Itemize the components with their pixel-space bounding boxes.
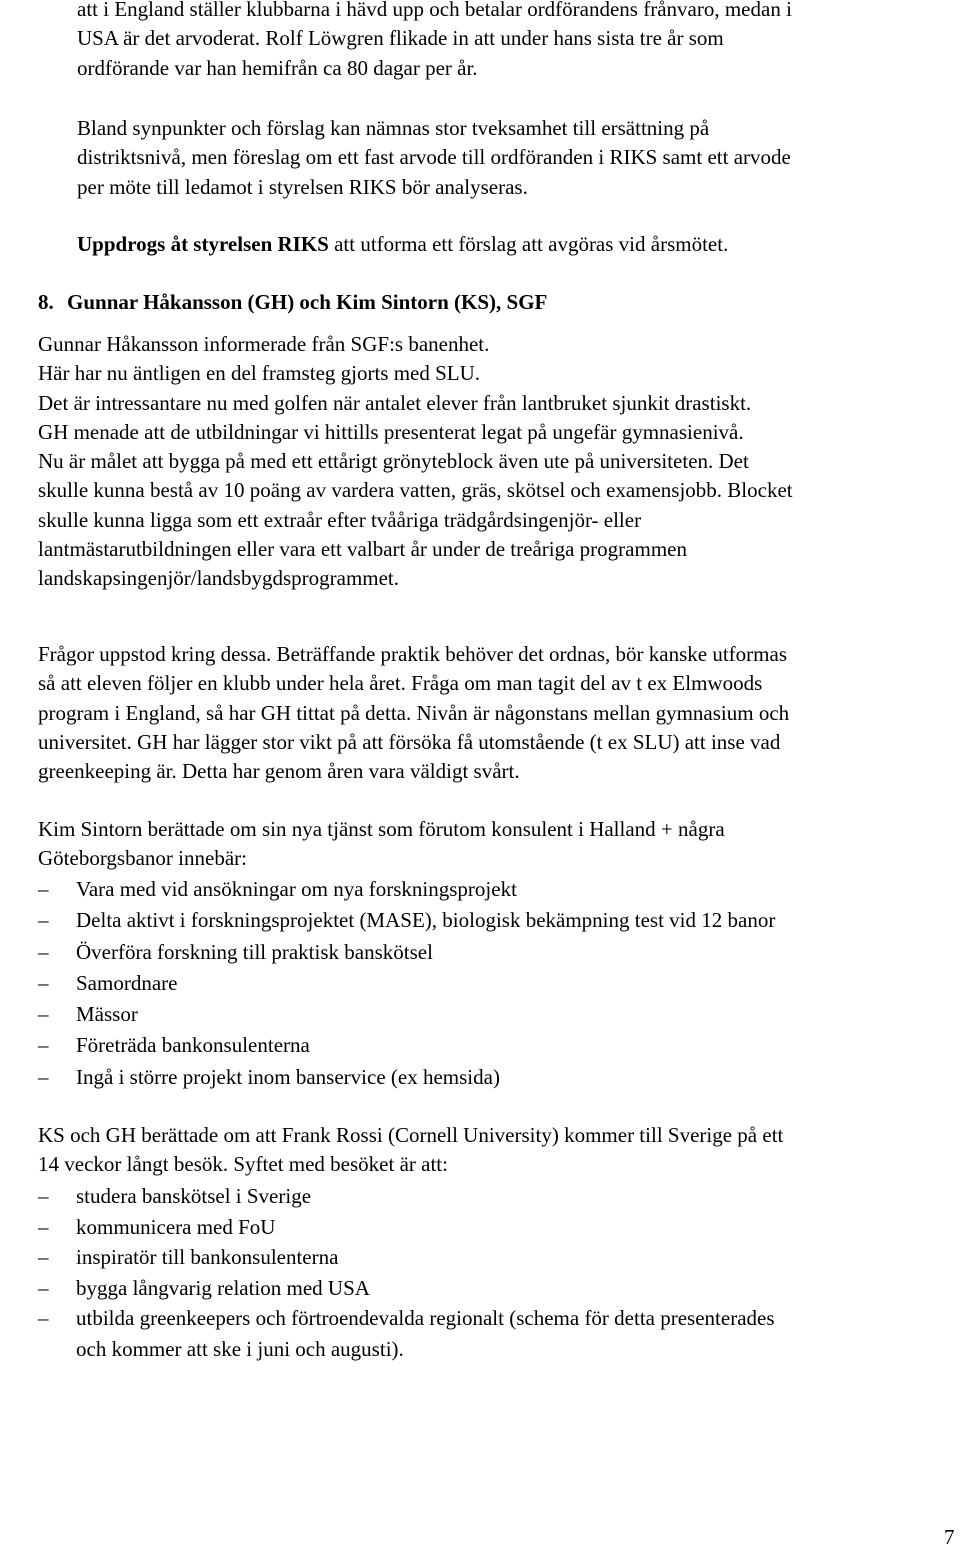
list-item	[38, 874, 775, 905]
list-item	[38, 1030, 775, 1061]
dash-bullet: –	[38, 1002, 49, 1027]
list-item-text: Vara med vid ansökningar om nya forskningsprojekt	[76, 877, 517, 901]
list-item	[38, 937, 775, 968]
gh-report-line: Nu är målet att bygga på med ett ettårigt grönyteblock även ute på universiteten. Det	[38, 449, 749, 474]
list-item-text: studera banskötsel i Sverige	[76, 1184, 312, 1208]
gh-report-line: landskapsingenjör/landsbygdsprogrammet.	[38, 566, 400, 591]
fragor-line: program i England, så har GH tittat på detta. Nivån är någonstans mellan gymnasium och	[38, 700, 790, 725]
list-item	[38, 1303, 775, 1334]
dash-bullet: –	[38, 1214, 49, 1239]
fragor-paragraph	[38, 640, 789, 786]
list-item-text: Överföra forskning till praktisk banskötsel	[76, 939, 433, 964]
page-number: 7	[944, 1525, 955, 1549]
section-heading	[38, 288, 547, 317]
uppdrag-rest: att utforma ett förslag att avgöras vid årsmötet.	[328, 232, 729, 256]
gh-report-line: skulle kunna bestå av 10 poäng av vardera vatten, gräs, skötsel och examensjobb. Blocket	[38, 478, 793, 503]
dash-bullet: –	[38, 1184, 49, 1208]
list-item	[38, 1242, 775, 1273]
list-item-text: kommunicera med FoU	[76, 1214, 276, 1239]
dash-bullet: –	[38, 877, 49, 901]
list-item	[38, 968, 775, 999]
list-item-text: Ingå i större projekt inom banservice (ex hemsida)	[76, 1064, 500, 1089]
gh-report-line: Gunnar Håkansson informerade från SGF:s banenhet.	[38, 332, 490, 356]
ks-intro-line: Kim Sintorn berättade om sin nya tjänst som förutom konsulent i Halland + några	[38, 817, 725, 841]
list-item-continuation	[38, 1334, 775, 1365]
rossi-purpose-list	[38, 1181, 775, 1365]
rossi-intro-line: 14 veckor långt besök. Syftet med besöket är att:	[38, 1152, 448, 1177]
list-item-text: Delta aktivt i forskningsprojektet (MASE), biologisk bekämpning test vid 12 banor	[76, 908, 776, 933]
dash-bullet: –	[38, 1245, 49, 1270]
gh-report-line: skulle kunna ligga som ett extraår efter tvååriga trädgårdsingenjör- eller	[38, 507, 642, 532]
fragor-line: greenkeeping är. Detta har genom åren vara väldigt svårt.	[38, 759, 520, 784]
list-item-text: bygga långvarig relation med USA	[76, 1275, 370, 1300]
dash-bullet: –	[38, 1306, 49, 1331]
dash-bullet: –	[38, 1033, 49, 1058]
fragor-line: Frågor uppstod kring dessa. Beträffande praktik behöver det ordnas, bör kanske utformas	[38, 642, 787, 666]
list-item-text: Mässor	[76, 1002, 138, 1027]
synpunkter-line: Bland synpunkter och förslag kan nämnas stor tveksamhet till ersättning på	[77, 116, 710, 140]
uppdrag-sentence	[77, 230, 728, 259]
dash-bullet: –	[38, 939, 49, 964]
dash-bullet: –	[38, 908, 49, 933]
gh-report-line: GH menade att de utbildningar vi hittills presenterat legat på ungefär gymnasienivå.	[38, 419, 744, 444]
section-number: 8.	[38, 290, 54, 314]
ks-intro-paragraph	[38, 815, 725, 874]
ks-intro-line: Göteborgsbanor innebär:	[38, 846, 247, 871]
list-item	[38, 1273, 775, 1304]
dash-bullet: –	[38, 970, 49, 995]
dash-bullet: –	[38, 1064, 49, 1089]
gh-report-line: Det är intressantare nu med golfen när antalet elever från lantbruket sjunkit drastiskt.	[38, 390, 752, 415]
section-title: Gunnar Håkansson (GH) och Kim Sintorn (KS), SGF	[67, 290, 548, 314]
list-item	[38, 1062, 775, 1093]
gh-report-line: lantmästarutbildningen eller vara ett valbart år under de treåriga programmen	[38, 537, 687, 562]
fragor-line: universitet. GH har lägger stor vikt på att försöka få utomstående (t ex SLU) att inse vad	[38, 729, 781, 754]
list-item	[38, 1212, 775, 1243]
ks-duties-list	[38, 874, 775, 1093]
list-item	[38, 1181, 775, 1212]
synpunkter-line: per möte till ledamot i styrelsen RIKS bör analyseras.	[77, 174, 528, 199]
fragor-line: så att eleven följer en klubb under hela året. Fråga om man tagit del av t ex Elmwoods	[38, 671, 763, 696]
list-item-text: inspiratör till bankonsulenterna	[76, 1245, 339, 1270]
list-item-text: och kommer att ske i juni och augusti).	[76, 1336, 404, 1361]
rossi-intro-line: KS och GH berättade om att Frank Rossi (Cornell University) kommer till Sverige på ett	[38, 1123, 784, 1147]
list-item	[38, 999, 775, 1030]
uppdrag-bold-phrase: Uppdrogs åt styrelsen RIKS	[77, 232, 329, 256]
intro-line: USA är det arvoderat. Rolf Löwgren flikade in att under hans sista tre år som	[77, 26, 724, 51]
list-item-text: Företräda bankonsulenterna	[76, 1033, 310, 1058]
synpunkter-line: distriktsnivå, men föreslag om ett fast arvode till ordföranden i RIKS samt ett arvode	[77, 145, 791, 170]
intro-line: att i England ställer klubbarna i hävd upp och betalar ordförandens frånvaro, medan i	[77, 0, 792, 21]
list-item-text: Samordnare	[76, 970, 178, 995]
gh-report-paragraph	[38, 330, 793, 594]
rossi-intro-paragraph	[38, 1121, 783, 1180]
list-item-text: utbilda greenkeepers och förtroendevalda regionalt (schema för detta presenterades	[76, 1306, 775, 1331]
list-item	[38, 905, 775, 936]
intro-paragraph	[77, 0, 792, 83]
gh-report-line: Här har nu äntligen en del framsteg gjorts med SLU.	[38, 361, 481, 386]
dash-bullet: –	[38, 1275, 49, 1300]
synpunkter-paragraph	[77, 114, 791, 202]
intro-line: ordförande var han hemifrån ca 80 dagar per år.	[77, 55, 478, 80]
